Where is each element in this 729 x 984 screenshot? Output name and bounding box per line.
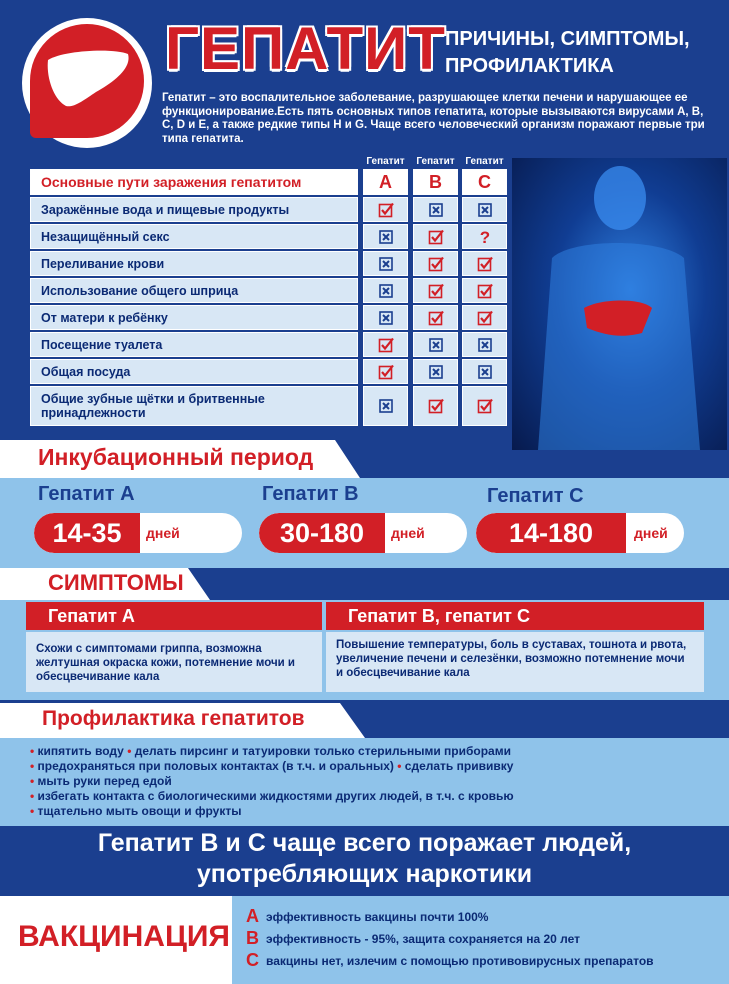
- cross-icon: [428, 337, 444, 353]
- symptoms-bc-text: Повышение температуры, боль в суставах, тошнота и рвота, увеличение печени и селезёнки, возможно потемнение мочи и обесцвечивание кала: [326, 632, 704, 692]
- vaccination-text-c: вакцины нет, излечим с помощью противовирусных препаратов: [266, 953, 654, 968]
- mark-cell: [363, 224, 408, 249]
- row-label: Заражённые вода и пищевые продукты: [30, 197, 358, 222]
- table-row: [30, 278, 507, 303]
- table-row: [30, 197, 507, 222]
- cross-icon: [378, 256, 394, 272]
- page-subtitle: [445, 26, 715, 80]
- prevention-item: мыть руки перед едой: [37, 774, 172, 788]
- table-row: [30, 305, 507, 330]
- column-c: C: [462, 169, 507, 195]
- check-icon: [378, 202, 394, 218]
- prevention-item: кипятить воду: [37, 744, 124, 758]
- mark-cell: [413, 197, 458, 222]
- mark-cell: [462, 197, 507, 222]
- body-illustration: [512, 158, 727, 450]
- list-item: [30, 744, 720, 759]
- check-icon: [477, 256, 493, 272]
- row-label: Общие зубные щётки и бритвенные принадлежности: [30, 386, 358, 426]
- check-icon: [477, 283, 493, 299]
- column-caption-b: Гепатит: [416, 156, 455, 167]
- incubation-days-b: 30-180: [259, 513, 385, 553]
- incubation-pill-b: [259, 513, 467, 553]
- table-row: [30, 386, 507, 426]
- row-label: Переливание крови: [30, 251, 358, 276]
- cross-icon: [378, 229, 394, 245]
- mark-cell: [363, 332, 408, 357]
- cross-icon: [477, 337, 493, 353]
- check-icon: [428, 256, 444, 272]
- mark-cell: [462, 386, 507, 426]
- cross-icon: [378, 398, 394, 414]
- symptoms-title: СИМПТОМЫ: [48, 570, 184, 595]
- column-a: A: [363, 169, 408, 195]
- column-caption-c: Гепатит: [465, 156, 504, 167]
- check-icon: [428, 229, 444, 245]
- table-header-row: [30, 169, 507, 195]
- mark-cell: [363, 197, 408, 222]
- incubation-unit-c: дней: [634, 525, 668, 541]
- symptoms-a-head: Гепатит А: [26, 602, 322, 630]
- mark-cell: [462, 332, 507, 357]
- mark-cell: [462, 251, 507, 276]
- mark-cell: [462, 224, 507, 249]
- liver-icon: [44, 48, 132, 112]
- incubation-days-a: 14-35: [34, 513, 140, 553]
- mark-cell: [413, 278, 458, 303]
- mark-cell: [413, 332, 458, 357]
- cross-icon: [378, 283, 394, 299]
- mark-cell: [413, 386, 458, 426]
- mark-cell: [363, 278, 408, 303]
- incubation-unit-a: дней: [146, 525, 180, 541]
- symptoms-a-text: Схожи с симптомами гриппа, возможна желтушная окраска кожи, потемнение мочи и обесцвечивание кала: [26, 632, 322, 692]
- mark-cell: [363, 305, 408, 330]
- mark-cell: [413, 359, 458, 384]
- bullet-icon: •: [30, 804, 35, 818]
- column-caption-a: Гепатит: [366, 156, 405, 167]
- incubation-name-c: Гепатит С: [487, 485, 584, 507]
- column-b: B: [413, 169, 458, 195]
- mark-cell: [462, 359, 507, 384]
- row-label: От матери к ребёнку: [30, 305, 358, 330]
- intro-text: Гепатит – это воспалительное заболевание, разрушающее клетки печени и нарушающее ее функционирование.Есть пять основных типов гепатита, которые вызываются вирусами A, B, C, D и E, а также редкие типы H и G. Чаще всего человеческий организм поражают первые три типа гепатита.: [162, 92, 705, 145]
- check-icon: [428, 310, 444, 326]
- check-icon: [428, 398, 444, 414]
- mark-cell: [413, 224, 458, 249]
- check-icon: [378, 337, 394, 353]
- row-label: Общая посуда: [30, 359, 358, 384]
- prevention-item: предохраняться при половых контактах (в т.ч. и оральных): [37, 759, 394, 773]
- incubation-name-a: Гепатит А: [38, 483, 135, 505]
- prevention-list: [30, 744, 720, 819]
- bullet-icon: •: [30, 774, 35, 788]
- human-body-icon: [512, 158, 727, 450]
- vaccination-row-b: [246, 928, 580, 949]
- check-icon: [428, 283, 444, 299]
- mark-cell: [363, 359, 408, 384]
- table-row: [30, 332, 507, 357]
- list-item: [30, 774, 720, 789]
- cross-icon: [477, 202, 493, 218]
- question-icon: [477, 229, 493, 245]
- list-item: [30, 759, 720, 774]
- list-item: [30, 804, 720, 819]
- bullet-icon: •: [30, 744, 35, 758]
- check-icon: [378, 364, 394, 380]
- bullet-icon: •: [397, 759, 402, 773]
- mark-cell: [462, 278, 507, 303]
- warning-line-1: Гепатит B и C чаще всего поражает людей,: [97, 829, 632, 857]
- row-label: Использование общего шприца: [30, 278, 358, 303]
- mark-cell: [462, 305, 507, 330]
- mark-cell: [413, 251, 458, 276]
- vaccination-text-a: эффективность вакцины почти 100%: [266, 909, 489, 924]
- prevention-title: Профилактика гепатитов: [42, 707, 305, 730]
- mark-cell: [363, 386, 408, 426]
- row-label: Посещение туалета: [30, 332, 358, 357]
- cross-icon: [428, 364, 444, 380]
- mark-cell: [413, 305, 458, 330]
- warning-line-2: употребляющих наркотики: [196, 860, 533, 888]
- vaccination-text-b: эффективность - 95%, защита сохраняется на 20 лет: [266, 931, 581, 946]
- mark-cell: [363, 251, 408, 276]
- cross-icon: [477, 364, 493, 380]
- table-row: [30, 359, 507, 384]
- page-title: ГЕПАТИТ: [165, 15, 446, 82]
- incubation-title: Инкубационный период: [38, 444, 314, 470]
- vaccination-row-a: [246, 906, 488, 927]
- list-item: [30, 789, 720, 804]
- cross-icon: [378, 310, 394, 326]
- drug-warning: [0, 828, 729, 890]
- check-icon: [477, 398, 493, 414]
- prevention-item: тщательно мыть овощи и фрукты: [37, 804, 242, 818]
- svg-text:?: ?: [479, 228, 490, 245]
- vaccination-letter-a: А: [246, 906, 259, 926]
- row-label: Незащищённый секс: [30, 224, 358, 249]
- symptoms-bc-head: Гепатит В, гепатит С: [326, 602, 704, 630]
- check-icon: [477, 310, 493, 326]
- bullet-icon: •: [30, 759, 35, 773]
- incubation-pill-a: [34, 513, 242, 553]
- bullet-icon: •: [127, 744, 132, 758]
- incubation-pill-c: [476, 513, 684, 553]
- cross-icon: [428, 202, 444, 218]
- table-row: [30, 224, 507, 249]
- vaccination-letter-b: В: [246, 928, 259, 948]
- table-row: [30, 251, 507, 276]
- table-header-label: Основные пути заражения гепатитом: [30, 169, 358, 195]
- subtitle-line-2: ПРОФИЛАКТИКА: [445, 55, 614, 77]
- incubation-days-c: 14-180: [476, 513, 626, 553]
- subtitle-line-1: ПРИЧИНЫ, СИМПТОМЫ,: [445, 28, 690, 50]
- incubation-unit-b: дней: [391, 525, 425, 541]
- prevention-item: делать пирсинг и татуировки только стерильными приборами: [134, 744, 511, 758]
- vaccination-title: ВАКЦИНАЦИЯ: [18, 920, 230, 953]
- prevention-item: сделать прививку: [404, 759, 514, 773]
- prevention-item: избегать контакта с биологическими жидкостями других людей, в т.ч. с кровью: [37, 789, 514, 803]
- vaccination-letter-c: С: [246, 950, 259, 970]
- incubation-name-b: Гепатит В: [262, 483, 359, 505]
- vaccination-row-c: [246, 950, 654, 971]
- bullet-icon: •: [30, 789, 35, 803]
